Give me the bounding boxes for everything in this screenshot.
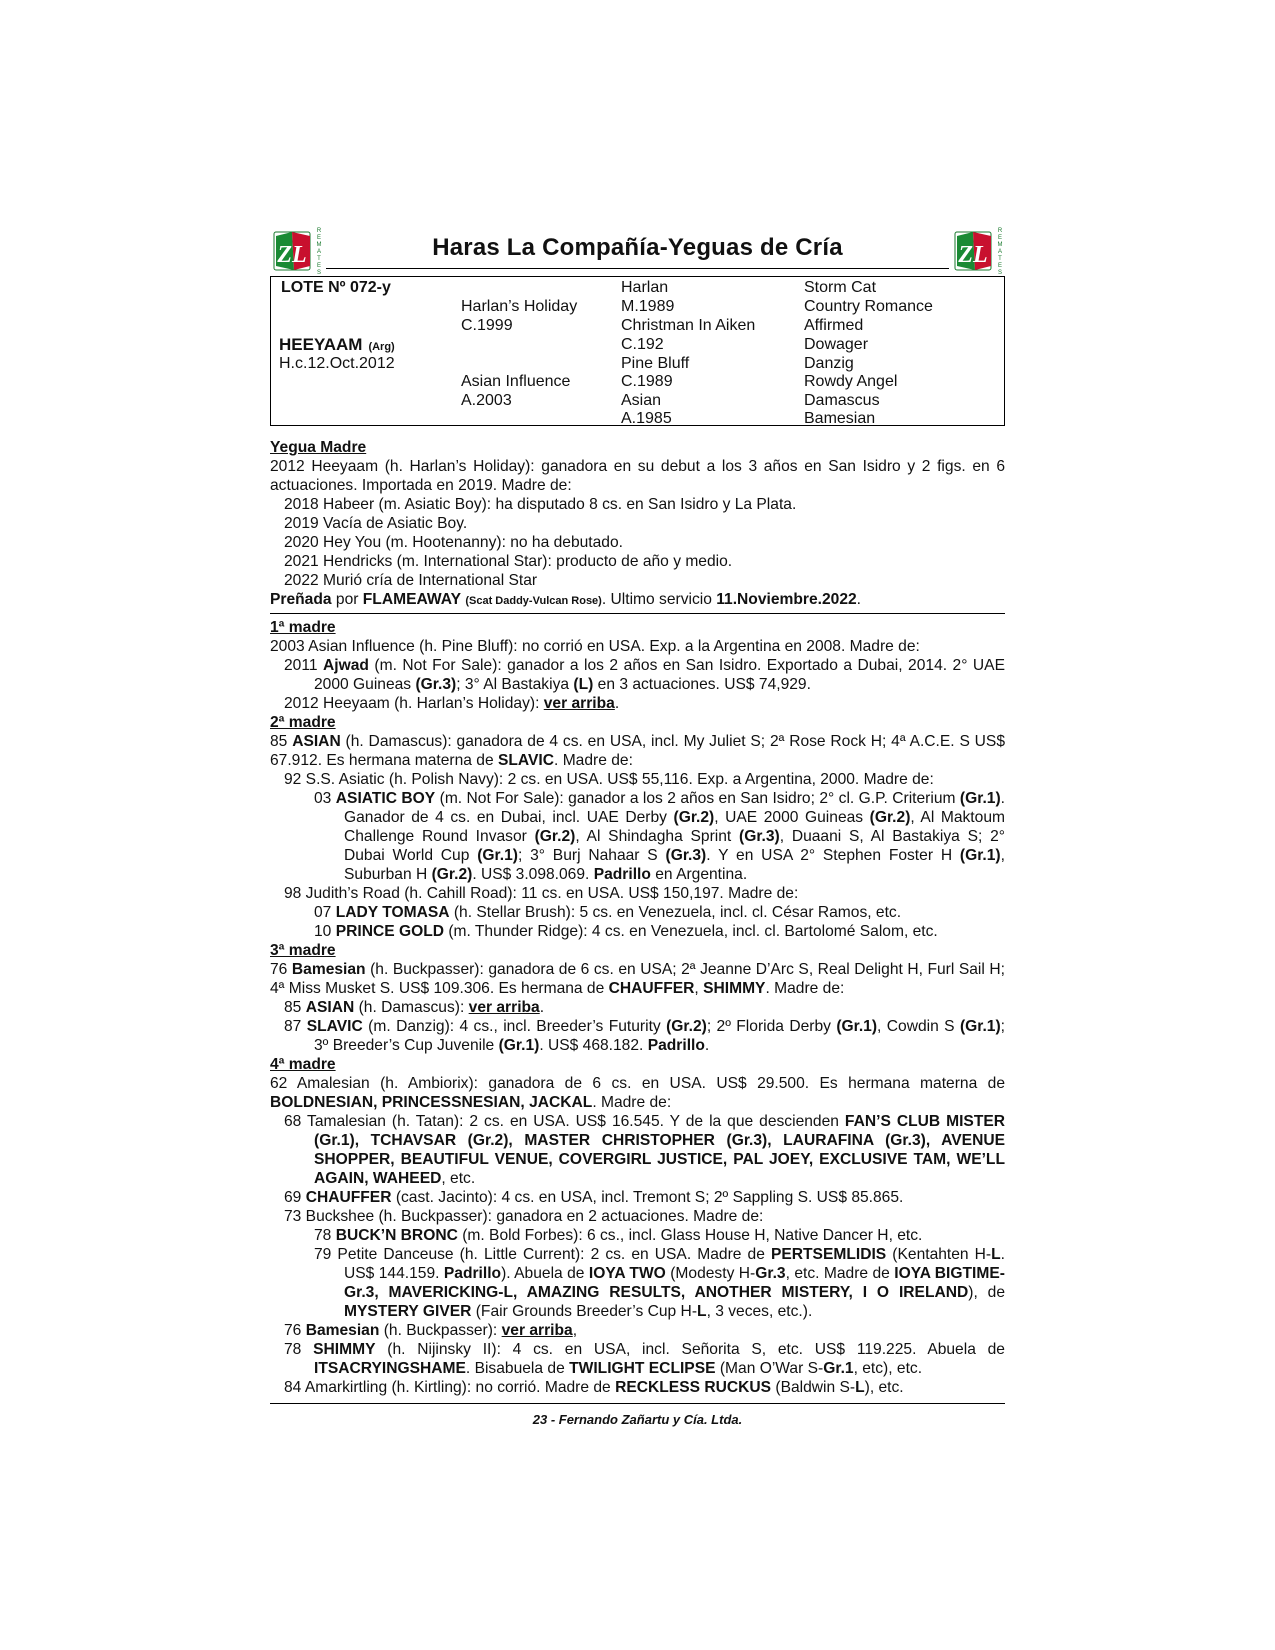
produce-item: 07 LADY TOMASA (h. Stellar Brush): 5 cs. en Venezuela, incl. cl. César Ramos, etc.: [314, 904, 902, 921]
paragraph: 2012 Heeyaam (h. Harlan’s Holiday): ganadora en su debut a los 3 años en San Isidro y 2 figs. en 6 actuaciones. Importada en 2019. Madre de:: [270, 458, 1005, 494]
section-divider: [270, 613, 1005, 614]
produce-item: 76 Bamesian (h. Buckpasser): ver arriba,: [284, 1322, 578, 1339]
horse-birth: H.c.12.Oct.2012: [279, 355, 395, 372]
svg-text:R: R: [316, 228, 322, 234]
dam-name: Asian Influence: [461, 373, 571, 390]
svg-text:M: M: [316, 242, 322, 248]
lote-number: LOTE Nº 072-y: [281, 279, 391, 296]
svg-text:A: A: [316, 249, 322, 255]
produce-item: 2021 Hendricks (m. International Star): producto de año y medio.: [284, 553, 733, 570]
produce-item: 78 SHIMMY (h. Nijinsky II): 4 cs. en USA, incl. Señorita S, etc. US$ 119.225. Abuela de ITSACRYINGSHAME. Bisabuela de TWILIGHT ECLIPSE (Man O’War S-Gr.1, etc), etc.: [284, 1341, 1005, 1377]
footer-rule: [270, 1403, 1005, 1404]
section-heading-2a-madre: 2ª madre: [270, 714, 336, 731]
produce-item: 98 Judith’s Road (h. Cahill Road): 11 cs. en USA. US$ 150,197. Madre de:: [284, 885, 799, 902]
svg-text:R: R: [997, 228, 1003, 234]
pedigree-cell: C.1989: [621, 373, 673, 390]
paragraph: 2003 Asian Influence (h. Pine Bluff): no corrió en USA. Exp. a la Argentina en 2008. Madre de:: [270, 638, 920, 655]
produce-item: 84 Amarkirtling (h. Kirtling): no corrió. Madre de RECKLESS RUCKUS (Baldwin S-L), etc.: [284, 1379, 904, 1396]
svg-text:S: S: [316, 270, 322, 276]
pedigree-cell: Rowdy Angel: [804, 373, 898, 390]
svg-text:S: S: [997, 270, 1003, 276]
pedigree-cell: Storm Cat: [804, 279, 877, 296]
produce-item: 2011 Ajwad (m. Not For Sale): ganador a los 2 años en San Isidro. Exportado a Dubai, 2014. 2° UAE 2000 Guineas (Gr.3); 3° Al Bastakiya (L) en 3 actuaciones. US$ 74,929.: [284, 657, 1005, 693]
title-rule: [326, 268, 949, 269]
produce-item: 2022 Murió cría de International Star: [284, 572, 538, 589]
pedigree-cell: Harlan: [621, 279, 669, 296]
pedigree-cell: M.1989: [621, 298, 675, 315]
sire-year: C.1999: [461, 317, 513, 334]
svg-text:T: T: [998, 256, 1002, 262]
pedigree-cell: Asian: [621, 392, 662, 409]
produce-item: 68 Tamalesian (h. Tatan): 2 cs. en USA. US$ 16.545. Y de la que descienden FAN’S CLUB MISTER (Gr.1), TCHAVSAR (Gr.2), MASTER CHRISTOPHER (Gr.3), LAURAFINA (Gr.3), AVENUE SHOPPER, BEAUTIFUL VENUE, COVERGIRL JUSTICE, PAL JOEY, EXCLUSIVE TAM, WE’LL AGAIN, WAHEED, etc.: [284, 1113, 1006, 1187]
pedigree-cell: Affirmed: [804, 317, 864, 334]
pedigree-cell: Bamesian: [804, 410, 876, 427]
produce-item: 2019 Vacía de Asiatic Boy.: [284, 515, 468, 532]
produce-item: 10 PRINCE GOLD (m. Thunder Ridge): 4 cs. en Venezuela, incl. cl. Bartolomé Salom, etc.: [314, 923, 938, 940]
page-header: [270, 226, 1005, 274]
remates-logo-left: [272, 226, 328, 276]
produce-item: 87 SLAVIC (m. Danzig): 4 cs., incl. Breeder’s Futurity (Gr.2); 2º Florida Derby (Gr.1), Cowdin S (Gr.1); 3º Breeder’s Cup Juvenile (Gr.1). US$ 468.182. Padrillo.: [284, 1018, 1006, 1054]
produce-item: 92 S.S. Asiatic (h. Polish Navy): 2 cs. en USA. US$ 55,116. Exp. a Argentina, 2000. Madre de:: [284, 771, 934, 788]
pedigree-cell: Pine Bluff: [621, 355, 690, 372]
produce-item: 85 ASIAN (h. Damascus): ver arriba.: [284, 999, 545, 1016]
pedigree-cell: C.192: [621, 336, 664, 353]
produce-item: 78 BUCK’N BRONC (m. Bold Forbes): 6 cs., incl. Glass House H, Native Dancer H, etc.: [314, 1227, 923, 1244]
section-heading-4a-madre: 4ª madre: [270, 1056, 336, 1073]
dam-year: A.2003: [461, 392, 512, 409]
svg-text:ZL: ZL: [958, 242, 988, 268]
produce-item: 79 Petite Danceuse (h. Little Current): 2 cs. en USA. Madre de PERTSEMLIDIS (Kentahten H-L. US$ 144.159. Padrillo). Abuela de IOYA TWO (Modesty H-Gr.3, etc. Madre de IOYA BIGTIME-Gr.3, MAVERICKING-L, AMAZING RESULTS, ANOTHER MISTERY, I O IRELAND), de MYSTERY GIVER (Fair Grounds Breeder’s Cup H-L, 3 veces, etc.).: [314, 1246, 1006, 1320]
svg-text:ZL: ZL: [277, 242, 307, 268]
pedigree-cell: Dowager: [804, 336, 869, 353]
produce-item: 2012 Heeyaam (h. Harlan’s Holiday): ver arriba.: [284, 695, 620, 712]
pedigree-cell: Christman In Aiken: [621, 317, 756, 334]
produce-item: 03 ASIATIC BOY (m. Not For Sale): ganador a los 2 años en San Isidro; 2° cl. G.P. Criterium (Gr.1). Ganador de 4 cs. en Dubai, incl. UAE Derby (Gr.2), UAE 2000 Guineas (Gr.2), Al Maktoum Challenge Round Invasor (Gr.2), Al Shindagha Sprint (Gr.3), Duaani S, Al Bastakiya S; 2° Dubai World Cup (Gr.1); 3° Burj Nahaar S (Gr.3). Y en USA 2° Stephen Foster H (Gr.1), Suburban H (Gr.2). US$ 3.098.069. Padrillo en Argentina.: [314, 790, 1005, 883]
svg-text:A: A: [997, 249, 1003, 255]
paragraph: 62 Amalesian (h. Ambiorix): ganadora de 6 cs. en USA. US$ 29.500. Es hermana materna de BOLDNESIAN, PRINCESSNESIAN, JACKAL. Madre de:: [270, 1075, 1005, 1111]
section-heading-yegua-madre: Yegua Madre: [270, 439, 367, 456]
sire-name: Harlan’s Holiday: [461, 298, 578, 315]
ver-arriba-link: ver arriba: [501, 1322, 573, 1339]
ver-arriba-link: ver arriba: [543, 695, 615, 712]
produce-item: 73 Buckshee (h. Buckpasser): ganadora en 2 actuaciones. Madre de:: [284, 1208, 764, 1225]
paragraph: 76 Bamesian (h. Buckpasser): ganadora de 6 cs. en USA; 2ª Jeanne D’Arc S, Real Delight H, Furl Sail H; 4ª Miss Musket S. US$ 109.306. Es hermana de CHAUFFER, SHIMMY. Madre de:: [270, 961, 1005, 997]
svg-text:E: E: [997, 263, 1003, 269]
produce-item: 2020 Hey You (m. Hootenanny): no ha debutado.: [284, 534, 623, 551]
pedigree-cell: Danzig: [804, 355, 854, 372]
pregnancy-status: Preñada por FLAMEAWAY (Scat Daddy-Vulcan Rose). Ultimo servicio 11.Noviembre.2022.: [270, 591, 862, 608]
pedigree-table: [270, 276, 1005, 426]
section-heading-1a-madre: 1ª madre: [270, 619, 336, 636]
horse-name: HEEYAAM (Arg): [279, 335, 395, 354]
produce-item: 69 CHAUFFER (cast. Jacinto): 4 cs. en USA, incl. Tremont S; 2º Sappling S. US$ 85.865.: [284, 1189, 904, 1206]
ver-arriba-link: ver arriba: [468, 999, 540, 1016]
svg-text:M: M: [997, 242, 1003, 248]
svg-text:E: E: [997, 235, 1003, 241]
remates-logo-right: [953, 226, 1009, 276]
svg-text:E: E: [316, 235, 322, 241]
page-footer: 23 - Fernando Zañartu y Cía. Ltda.: [532, 1412, 743, 1427]
page-title: Haras La Compañía-Yeguas de Cría: [432, 234, 843, 261]
catalog-body: [270, 438, 1005, 1429]
pedigree-cell: A.1985: [621, 410, 672, 427]
pedigree-cell: Country Romance: [804, 298, 933, 315]
catalog-page: [270, 226, 1005, 1429]
pedigree-cell: Damascus: [804, 392, 880, 409]
svg-text:E: E: [316, 263, 322, 269]
section-heading-3a-madre: 3ª madre: [270, 942, 336, 959]
paragraph: 85 ASIAN (h. Damascus): ganadora de 4 cs. en USA, incl. My Juliet S; 2ª Rose Rock H; 4ª A.C.E. S US$ 67.912. Es hermana materna de SLAVIC. Madre de:: [270, 733, 1005, 769]
produce-item: 2018 Habeer (m. Asiatic Boy): ha disputado 8 cs. en San Isidro y La Plata.: [284, 496, 797, 513]
svg-text:T: T: [317, 256, 321, 262]
